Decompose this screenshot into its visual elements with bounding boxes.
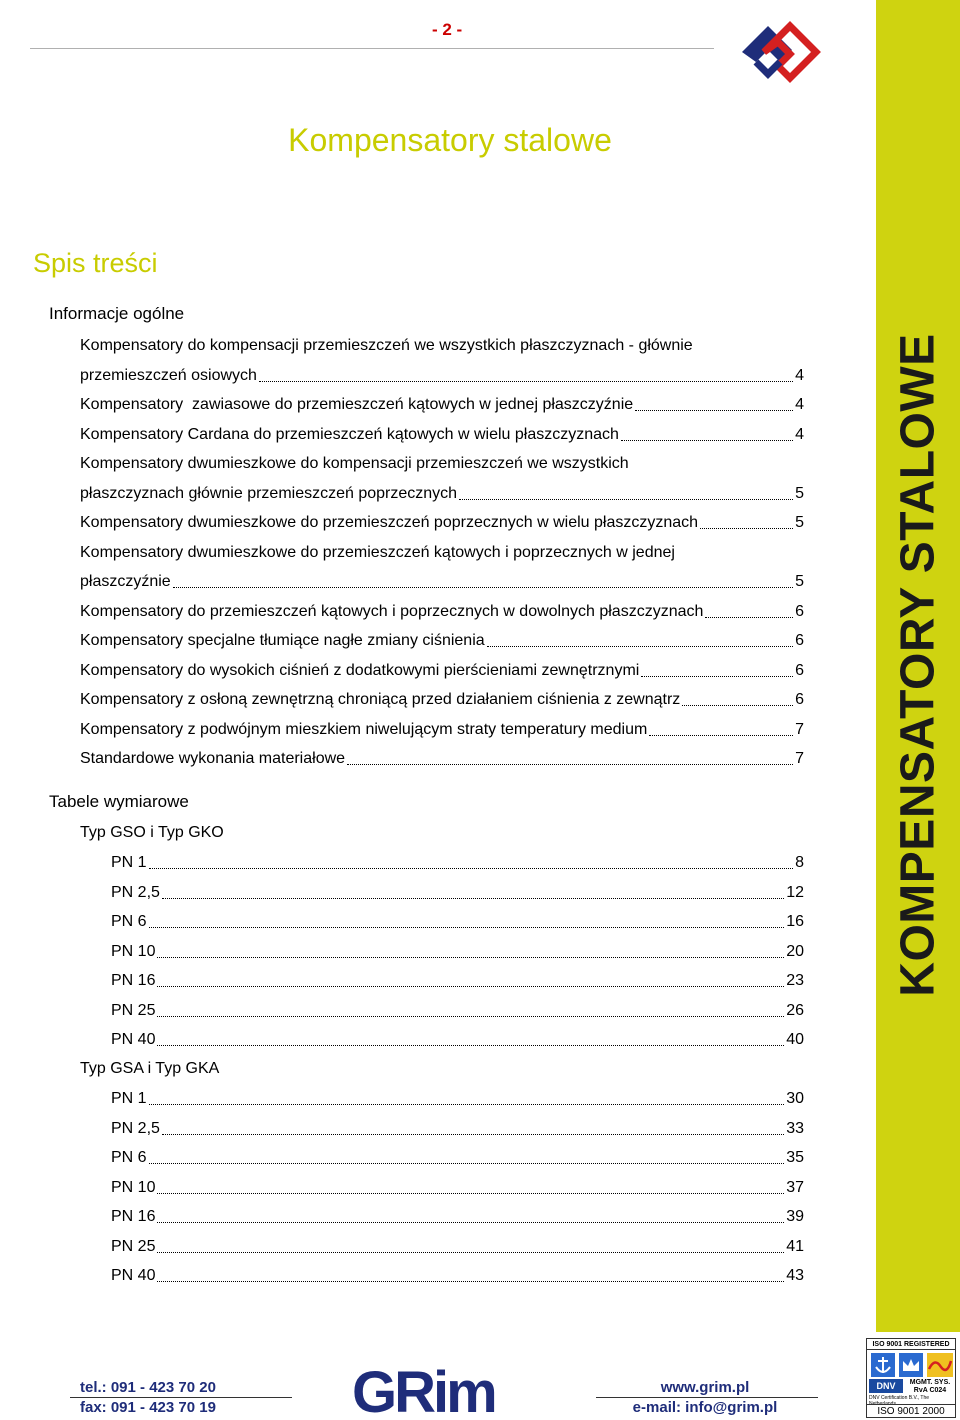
toc-leader	[157, 1045, 784, 1046]
toc-entry-page: 20	[786, 943, 804, 960]
toc-text: Kompensatory dwumieszkowe do kompensacji przemieszczeń we wszystkich	[80, 455, 629, 472]
toc-entry[interactable]	[111, 883, 804, 903]
toc-entry-label: Standardowe wykonania materiałowe	[80, 750, 346, 767]
cert-bottom-text: ISO 9001 2000	[867, 1404, 955, 1417]
toc-entry-label: PN 6	[111, 1149, 147, 1166]
toc-entry[interactable]	[80, 366, 804, 386]
toc-entry[interactable]	[111, 971, 804, 991]
toc-entry-page: 6	[795, 691, 804, 708]
toc-entry-label: PN 16	[111, 1208, 156, 1225]
toc-entry[interactable]	[111, 1001, 804, 1021]
toc-leader	[635, 410, 793, 411]
toc-entry-label: Kompensatory specjalne tłumiące nagłe zmiany ciśnienia	[80, 632, 485, 649]
toc-leader	[641, 676, 793, 677]
iso-certificate-badge	[866, 1338, 956, 1418]
toc-entry-page: 4	[795, 396, 804, 413]
toc-entry[interactable]	[80, 602, 804, 622]
toc-entry-page: 23	[786, 972, 804, 989]
wave-icon	[927, 1353, 953, 1377]
toc-entry-page: 6	[795, 603, 804, 620]
document-title: Kompensatory stalowe	[288, 122, 612, 158]
toc-entry[interactable]	[80, 395, 804, 415]
toc-leader	[487, 646, 793, 647]
section-heading-tables: Tabele wymiarowe	[49, 792, 189, 811]
toc-entry-page: 5	[795, 485, 804, 502]
toc-leader	[621, 440, 793, 441]
toc-leader	[162, 1134, 784, 1135]
toc-leader	[173, 587, 793, 588]
toc-leader	[347, 764, 793, 765]
toc-entry[interactable]	[80, 513, 804, 533]
toc-entry-label: Kompensatory do przemieszczeń kątowych i poprzecznych w dowolnych płaszczyznach	[80, 603, 704, 620]
toc-text: Kompensatory dwumieszkowe do przemieszczeń kątowych i poprzecznych w jednej	[80, 544, 675, 561]
toc-entry[interactable]	[80, 690, 804, 710]
toc-leader	[149, 927, 785, 928]
toc-entry[interactable]	[111, 1119, 804, 1139]
toc-entry-page: 6	[795, 662, 804, 679]
toc-leader	[149, 868, 794, 869]
toc-entry-label: Kompensatory dwumieszkowe do przemieszczeń poprzecznych w wielu płaszczyznach	[80, 514, 699, 531]
toc-entry-page: 26	[786, 1002, 804, 1019]
toc-entry-label: PN 2,5	[111, 884, 160, 901]
toc-entry-label: PN 1	[111, 854, 147, 871]
toc-entry-label: PN 16	[111, 972, 156, 989]
toc-entry[interactable]	[80, 484, 804, 504]
toc-entry-page: 5	[795, 573, 804, 590]
toc-entry-page: 43	[786, 1267, 804, 1284]
toc-entry-page: 16	[786, 913, 804, 930]
toc-leader	[705, 617, 793, 618]
footer-logo-text: GRim	[352, 1360, 495, 1418]
toc-entry-page: 7	[795, 750, 804, 767]
toc-entry[interactable]	[80, 749, 804, 769]
toc-entry[interactable]	[111, 1207, 804, 1227]
section-heading-general: Informacje ogólne	[49, 304, 185, 323]
cert-top-text: ISO 9001 REGISTERED	[867, 1339, 955, 1350]
toc-entry[interactable]	[80, 425, 804, 445]
toc-entry[interactable]	[111, 1237, 804, 1257]
footer-logo	[352, 1360, 497, 1418]
toc-entry-page: 12	[786, 884, 804, 901]
toc-leader	[157, 957, 784, 958]
toc-entry-label: PN 40	[111, 1267, 156, 1284]
toc-text: Kompensatory do kompensacji przemieszczeń we wszystkich płaszczyznach - głównie	[80, 337, 693, 354]
toc-entry-page: 37	[786, 1179, 804, 1196]
toc-entry-page: 41	[786, 1238, 804, 1255]
cert-mgmt-label: MGMT. SYS. RvA C024	[909, 1379, 951, 1394]
toc-entry-label: płaszczyźnie	[80, 573, 171, 590]
toc-entry[interactable]	[111, 942, 804, 962]
footer-rule-left	[70, 1397, 292, 1398]
toc-entry[interactable]	[111, 853, 804, 873]
toc-leader	[157, 986, 784, 987]
toc-entry-page: 5	[795, 514, 804, 531]
footer-fax: fax: 091 - 423 70 19	[80, 1399, 216, 1416]
page-number: - 2 -	[432, 20, 463, 39]
subsection-heading-gsa: Typ GSA i Typ GKA	[80, 1060, 220, 1077]
toc-entry-label: płaszczyznach głównie przemieszczeń poprzecznych	[80, 485, 458, 502]
toc-entry-page: 8	[795, 854, 804, 871]
toc-entry-page: 40	[786, 1031, 804, 1048]
toc-leader	[157, 1222, 784, 1223]
toc-entry-label: PN 1	[111, 1090, 147, 1107]
toc-leader	[157, 1193, 784, 1194]
toc-entry-label: PN 25	[111, 1002, 156, 1019]
toc-entry[interactable]	[80, 661, 804, 681]
toc-leader	[459, 499, 793, 500]
footer-email[interactable]: e-mail: info@grim.pl	[632, 1399, 778, 1416]
side-band-text: KOMPENSATORY STALOWE	[891, 333, 945, 997]
toc-leader	[157, 1016, 784, 1017]
footer-web	[620, 1378, 790, 1418]
toc-entry-page: 33	[786, 1120, 804, 1137]
toc-entry[interactable]	[111, 1266, 804, 1286]
toc-entry-page: 39	[786, 1208, 804, 1225]
toc-entry[interactable]	[111, 1030, 804, 1050]
cert-dnv-label: DNV	[869, 1379, 903, 1393]
toc-leader	[682, 705, 793, 706]
header-rule	[30, 48, 714, 49]
toc-entry[interactable]	[111, 1178, 804, 1198]
toc-entry[interactable]	[80, 572, 804, 592]
toc-leader	[149, 1104, 785, 1105]
footer-rule-right	[596, 1397, 818, 1398]
crown-icon	[899, 1353, 923, 1377]
toc-entry-page: 35	[786, 1149, 804, 1166]
toc-entry-label: PN 10	[111, 943, 156, 960]
toc-entry-page: 30	[786, 1090, 804, 1107]
toc-entry[interactable]	[111, 912, 804, 932]
toc-entry-label: Kompensatory z podwójnym mieszkiem niwelującym straty temperatury medium	[80, 721, 648, 738]
footer-tel: tel.: 091 - 423 70 20	[80, 1379, 216, 1396]
toc-entry-label: Kompensatory z osłoną zewnętrzną chroniącą przed działaniem ciśnienia z zewnątrz	[80, 691, 681, 708]
cert-small-label: DNV Certification B.V., The Netherlands	[869, 1395, 930, 1407]
toc-entry-page: 4	[795, 367, 804, 384]
toc-leader	[700, 528, 793, 529]
toc-entry-label: PN 6	[111, 913, 147, 930]
toc-entry-label: Kompensatory zawiasowe do przemieszczeń kątowych w jednej płaszczyźnie	[80, 396, 634, 413]
footer-contact	[80, 1378, 216, 1418]
company-logo-icon	[734, 18, 824, 84]
toc-entry-label: Kompensatory do wysokich ciśnień z dodatkowymi pierścieniami zewnętrznymi	[80, 662, 640, 679]
toc-entry-page: 4	[795, 426, 804, 443]
toc-leader	[649, 735, 793, 736]
toc-title: Spis treści	[33, 248, 158, 278]
footer-www[interactable]: www.grim.pl	[660, 1379, 750, 1396]
toc-entry[interactable]	[111, 1089, 804, 1109]
toc-leader	[149, 1163, 785, 1164]
toc-leader	[157, 1281, 784, 1282]
toc-leader	[259, 381, 793, 382]
toc-leader	[162, 898, 784, 899]
toc-entry-label: PN 25	[111, 1238, 156, 1255]
subsection-heading-gso: Typ GSO i Typ GKO	[80, 824, 224, 841]
toc-entry-page: 7	[795, 721, 804, 738]
toc-entry-page: 6	[795, 632, 804, 649]
toc-entry-label: PN 2,5	[111, 1120, 160, 1137]
toc-entry-label: Kompensatory Cardana do przemieszczeń kątowych w wielu płaszczyznach	[80, 426, 619, 443]
toc-entry[interactable]	[111, 1148, 804, 1168]
toc-entry[interactable]	[80, 720, 804, 740]
toc-leader	[157, 1252, 784, 1253]
toc-entry-label: przemieszczeń osiowych	[80, 367, 257, 384]
toc-entry[interactable]	[80, 631, 804, 651]
toc-entry-label: PN 10	[111, 1179, 156, 1196]
toc-entry-label: PN 40	[111, 1031, 156, 1048]
anchor-icon	[871, 1353, 895, 1377]
